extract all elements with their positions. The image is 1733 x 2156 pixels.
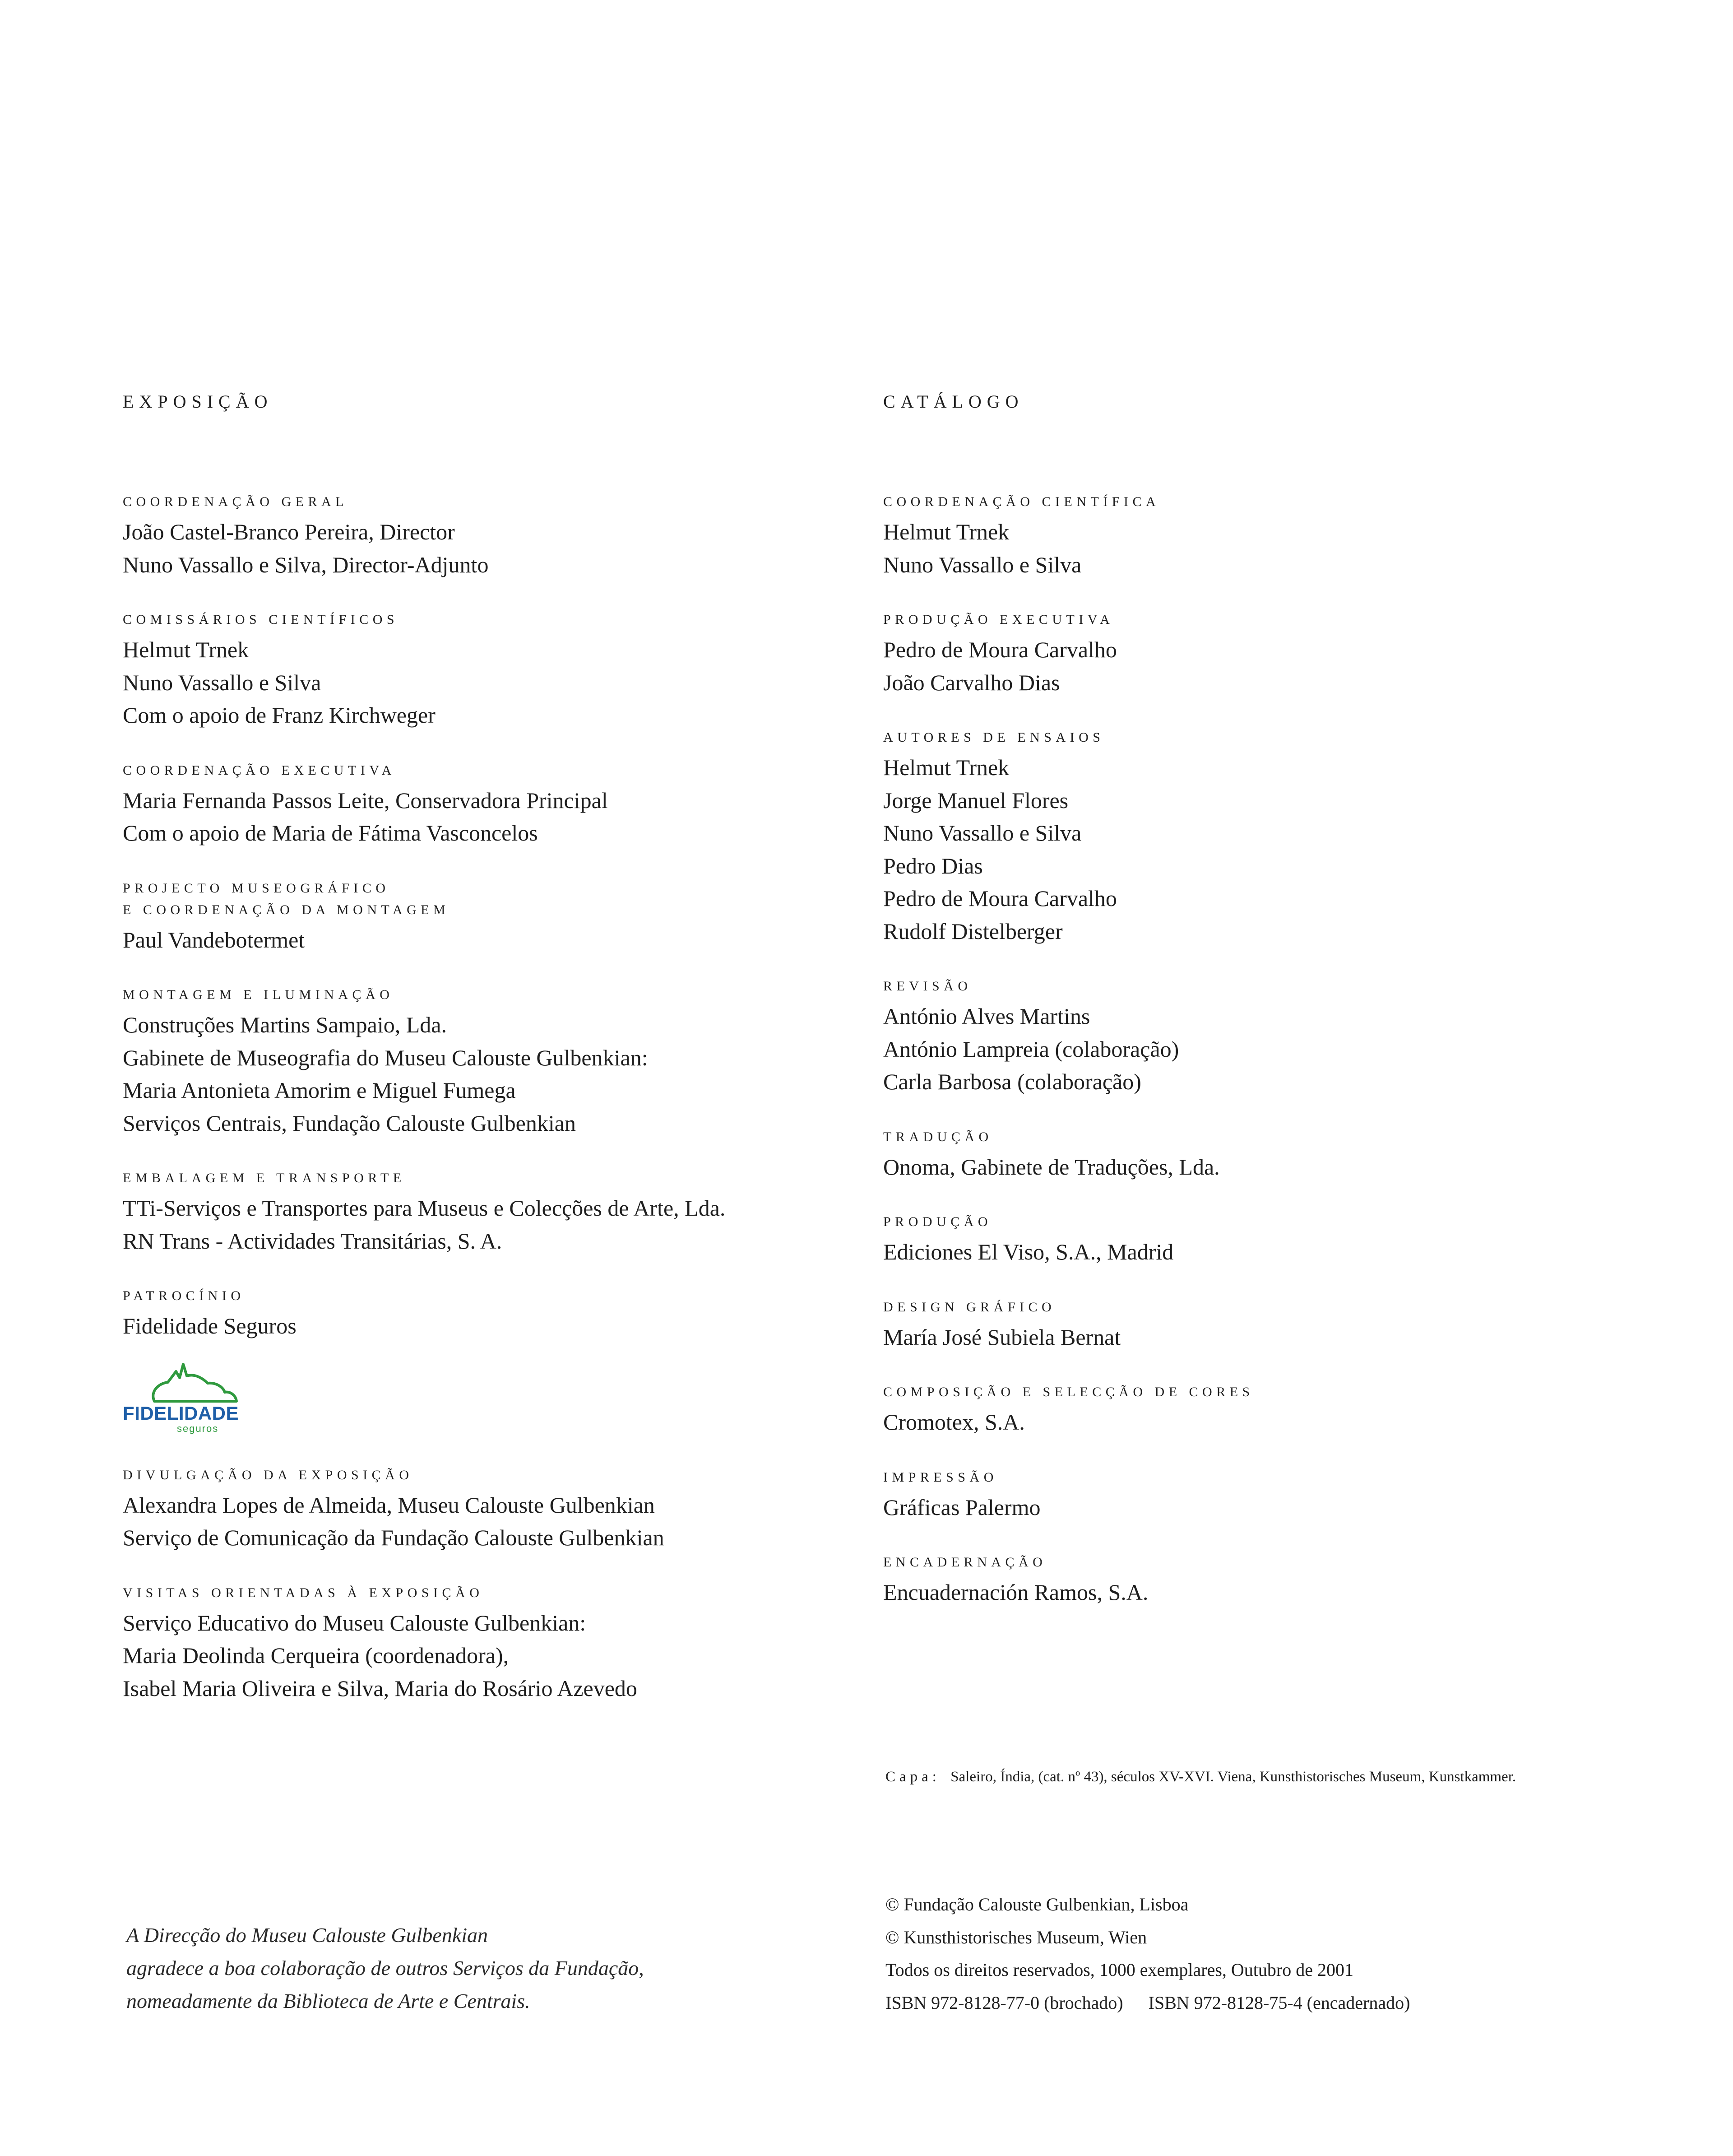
- credit-entry: Serviços Centrais, Fundação Calouste Gulbenkian: [123, 1110, 576, 1136]
- exposicao-section-comissarios-cientificos: [123, 609, 867, 732]
- section-heading: [123, 491, 867, 513]
- exposicao-section-coordenacao-geral: [123, 491, 867, 581]
- section-heading: [123, 1167, 867, 1189]
- catalogo-section-producao: [883, 1211, 1650, 1269]
- exposicao-section-embalagem-e-transporte: [123, 1167, 867, 1257]
- credit-entry: Fidelidade Seguros: [123, 1313, 297, 1338]
- credit-entry: João Carvalho Dias: [883, 669, 1060, 695]
- credit-entry: Com o apoio de Maria de Fátima Vasconcelos: [123, 820, 538, 846]
- credit-entry: Serviço de Comunicação da Fundação Calouste Gulbenkian: [123, 1525, 664, 1550]
- credit-entry: Gabinete de Museografia do Museu Calouste Gulbenkian:: [123, 1045, 648, 1070]
- credit-entry: Onoma, Gabinete de Traduções, Lda.: [883, 1154, 1220, 1180]
- credit-entry: Encuadernación Ramos, S.A.: [883, 1580, 1149, 1605]
- section-heading: [123, 1285, 867, 1307]
- exposicao-section-divulgacao-da-exposicao: [123, 1464, 867, 1554]
- section-heading: [883, 1467, 1650, 1488]
- section-heading: [883, 1296, 1650, 1318]
- section-heading: [123, 760, 867, 781]
- credit-entry: Nuno Vassallo e Silva: [123, 669, 321, 695]
- credit-entry: María José Subiela Bernat: [883, 1324, 1121, 1350]
- credit-entry: Isabel Maria Oliveira e Silva, Maria do Rosário Azevedo: [123, 1675, 637, 1701]
- credit-entry: Com o apoio de Franz Kirchweger: [123, 702, 436, 728]
- credit-entry: Helmut Trnek: [883, 755, 1010, 780]
- exposicao-title: EXPOSIÇÃO: [123, 391, 273, 412]
- section-heading-line: TRADUÇÃO: [883, 1129, 993, 1144]
- logo-subtitle: seguros: [177, 1422, 219, 1434]
- acknowledgement-line: agradece a boa colaboração de outros Serviços da Fundação,: [126, 1956, 644, 1979]
- isbn-line: [885, 1987, 1410, 2020]
- catalogo-column: [883, 391, 1650, 1637]
- credit-entry: TTi-Serviços e Transportes para Museus e Colecções de Arte, Lda.: [123, 1195, 726, 1221]
- credit-entry: João Castel-Branco Pereira, Director: [123, 519, 455, 544]
- cover-caption-label: Capa:: [885, 1769, 941, 1785]
- credit-entry: Ediciones El Viso, S.A., Madrid: [883, 1239, 1174, 1264]
- credit-entry: Pedro Dias: [883, 853, 983, 878]
- credit-entry: Rudolf Distelberger: [883, 918, 1063, 944]
- exposicao-section-visitas-orientadas-a-exposicao: [123, 1582, 867, 1705]
- acknowledgement: [126, 1919, 803, 2017]
- section-heading: [883, 491, 1650, 513]
- copyright-line: © Kunsthistorisches Museum, Wien: [885, 1927, 1147, 1947]
- section-heading-line: COMISSÁRIOS CIENTÍFICOS: [123, 612, 399, 627]
- credit-entry: Carla Barbosa (colaboração): [883, 1069, 1141, 1094]
- section-heading-line: VISITAS ORIENTADAS À EXPOSIÇÃO: [123, 1585, 484, 1600]
- section-heading-line: PROJECTO MUSEOGRÁFICO: [123, 880, 390, 896]
- catalogo-section-encadernacao: [883, 1552, 1650, 1609]
- credit-entry: Maria Antonieta Amorim e Miguel Fumega: [123, 1078, 516, 1103]
- section-heading-line: REVISÃO: [883, 979, 972, 994]
- credit-entry: Maria Fernanda Passos Leite, Conservadora Principal: [123, 787, 608, 813]
- section-heading-line: COORDENAÇÃO EXECUTIVA: [123, 762, 396, 778]
- catalogo-sections: [883, 491, 1650, 1609]
- section-heading-line: COMPOSIÇÃO E SELECÇÃO DE CORES: [883, 1385, 1254, 1399]
- catalogo-section-producao-executiva: [883, 609, 1650, 699]
- section-heading-line: PRODUÇÃO: [883, 1214, 992, 1229]
- rights-line: Todos os direitos reservados, 1000 exemplares, Outubro de 2001: [885, 1960, 1353, 1980]
- catalogo-section-impressao: [883, 1467, 1650, 1524]
- copyright-line: © Fundação Calouste Gulbenkian, Lisboa: [885, 1894, 1189, 1914]
- lion-outline-icon: [123, 1360, 254, 1405]
- section-heading: [123, 984, 867, 1006]
- section-heading-line: MONTAGEM E ILUMINAÇÃO: [123, 987, 394, 1002]
- cover-caption: [885, 1769, 1516, 1785]
- catalogo-section-traducao: [883, 1126, 1650, 1184]
- credit-entry: Helmut Trnek: [883, 519, 1010, 544]
- exposicao-section-montagem-e-iluminacao: [123, 984, 867, 1139]
- catalogo-section-composicao-e-seleccao-de-cores: [883, 1381, 1650, 1439]
- acknowledgement-line: nomeadamente da Biblioteca de Arte e Centrais.: [126, 1989, 530, 2012]
- credit-entry: Gráficas Palermo: [883, 1494, 1041, 1520]
- credit-entry: Maria Deolinda Cerqueira (coordenadora),: [123, 1643, 509, 1668]
- section-heading-line: DESIGN GRÁFICO: [883, 1299, 1056, 1315]
- credit-entry: Helmut Trnek: [123, 637, 249, 662]
- catalogo-section-coordenacao-cientifica: [883, 491, 1650, 581]
- credit-entry: Cromotex, S.A.: [883, 1409, 1025, 1435]
- section-heading: [883, 727, 1650, 748]
- fidelidade-logo: [123, 1360, 254, 1436]
- cover-caption-text: Saleiro, Índia, (cat. nº 43), séculos XV-XVI. Viena, Kunsthistorisches Museum, Kunstkammer.: [950, 1769, 1516, 1785]
- exposicao-section-patrocinio: [123, 1285, 867, 1436]
- credit-entry: Nuno Vassallo e Silva: [883, 820, 1082, 846]
- credit-entry: António Lampreia (colaboração): [883, 1036, 1179, 1062]
- credit-entry: Pedro de Moura Carvalho: [883, 637, 1117, 662]
- acknowledgement-line: A Direcção do Museu Calouste Gulbenkian: [126, 1924, 488, 1947]
- credit-entry: Nuno Vassallo e Silva: [883, 552, 1082, 577]
- credit-entry: Nuno Vassallo e Silva, Director-Adjunto: [123, 552, 489, 577]
- section-heading: [123, 609, 867, 631]
- section-heading-line: COORDENAÇÃO CIENTÍFICA: [883, 494, 1160, 509]
- exposicao-section-projecto-museografico-e-coordenacao-da-montagem: [123, 878, 867, 957]
- credit-entry: António Alves Martins: [883, 1004, 1090, 1029]
- section-heading-line: DIVULGAÇÃO DA EXPOSIÇÃO: [123, 1467, 413, 1482]
- section-heading: [883, 1381, 1650, 1403]
- credit-entry: Alexandra Lopes de Almeida, Museu Calouste Gulbenkian: [123, 1492, 655, 1518]
- section-heading-line: COORDENAÇÃO GERAL: [123, 494, 348, 509]
- logo-wordmark: FIDELIDADE: [123, 1402, 239, 1424]
- section-heading-line: PRODUÇÃO EXECUTIVA: [883, 612, 1114, 627]
- catalogo-section-autores-de-ensaios: [883, 727, 1650, 948]
- section-heading-line: ENCADERNAÇÃO: [883, 1555, 1047, 1570]
- section-heading-line: EMBALAGEM E TRANSPORTE: [123, 1171, 406, 1185]
- exposicao-column: [123, 391, 867, 1733]
- credit-entry: RN Trans - Actividades Transitárias, S. A.: [123, 1228, 502, 1254]
- credit-entry: Paul Vandebotermet: [123, 927, 305, 953]
- section-heading-line: PATROCÍNIO: [123, 1288, 245, 1303]
- section-heading: [883, 609, 1650, 631]
- credit-entry: Serviço Educativo do Museu Calouste Gulbenkian:: [123, 1610, 586, 1636]
- section-heading: [123, 1582, 867, 1604]
- exposicao-sections: [123, 491, 867, 1705]
- isbn-paperback: ISBN 972-8128-77-0 (brochado): [885, 1992, 1123, 2013]
- catalogo-section-revisao: [883, 976, 1650, 1098]
- credit-entry: Pedro de Moura Carvalho: [883, 886, 1117, 911]
- catalogo-title: CATÁLOGO: [883, 391, 1024, 412]
- section-heading: [883, 1211, 1650, 1233]
- section-heading-line: AUTORES DE ENSAIOS: [883, 730, 1105, 745]
- credit-entry: Construções Martins Sampaio, Lda.: [123, 1012, 447, 1037]
- catalogo-section-design-grafico: [883, 1296, 1650, 1354]
- copyright-block: [885, 1888, 1410, 2019]
- section-heading-line: E COORDENAÇÃO DA MONTAGEM: [123, 902, 450, 917]
- section-heading: [123, 1464, 867, 1486]
- section-heading: [123, 878, 867, 921]
- section-heading: [883, 1126, 1650, 1148]
- section-heading-line: IMPRESSÃO: [883, 1469, 998, 1485]
- exposicao-section-coordenacao-executiva: [123, 760, 867, 850]
- section-heading: [883, 976, 1650, 997]
- section-heading: [883, 1552, 1650, 1573]
- isbn-hardcover: ISBN 972-8128-75-4 (encadernado): [1148, 1992, 1410, 2013]
- credit-entry: Jorge Manuel Flores: [883, 787, 1069, 813]
